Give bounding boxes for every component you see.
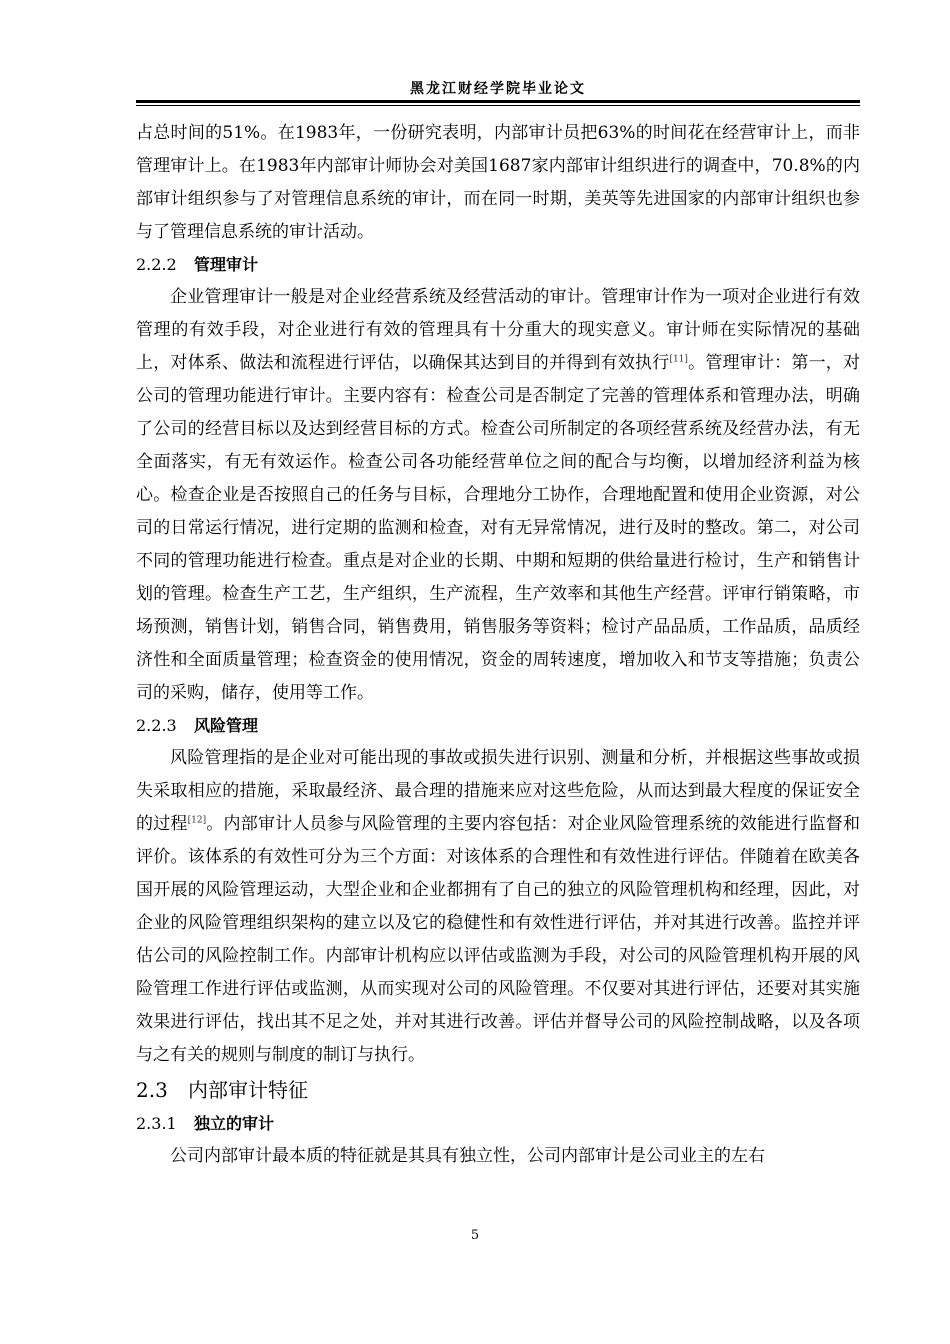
paragraph-text: 。内部审计人员参与风险管理的主要内容包括：对企业风险管理系统的效能进行监督和评价。该体系的有效性可分为三个方面：对该体系的合理性和有效性进行评估。伴随着在欧美各国开展的风险管理运动，大型企业和企业都拥有了自己的独立的风险管理机构和经理，因此，对企业的风险管理组织架构的建立以及它的稳健性和有效性进行评估，并对其进行改善。监控并评估公司的风险控制工作。内部审计机构应以评估或监测为手段，对公司的风险管理机构开展的风险管理工作进行评估或监测，从而实现对公司的风险管理。不仅要对其进行评估，还要对其实施效果进行评估，找出其不足之处，并对其进行改善。评估并督导公司的风险控制战略，以及各项与之有关的规则与制度的制订与执行。 — [136, 814, 861, 1065]
section-number: 2.2.2 — [136, 255, 177, 274]
paragraph-text: 风险管理指的是企业对可能出现的事故或损失进行识别、测量和分析，并根据这些事故或损失采取相应的措施，采取最经济、最合理的措施来应对这些危险，从而达到最大程度的保证安全的过程 — [136, 748, 860, 834]
citation-ref: [11] — [669, 354, 688, 365]
header-rule-thin — [136, 105, 860, 106]
heading-2-2-2 — [136, 249, 860, 281]
paragraph-risk-management — [136, 742, 860, 1072]
paragraph-text: 。管理审计：第一，对公司的管理功能进行审计。主要内容有：检查公司是否制定了完善的管理体系和管理办法，明确了公司的经营目标以及达到经营目标的方式。检查公司所制定的各项经营系统及经营办法，有无全面落实，有无有效运作。检查公司各功能经营单位之间的配合与均衡，以增加经济利益为核心。检查企业是否按照自己的任务与目标，合理地分工协作，合理地配置和使用企业资源，对公司的日常运行情况，进行定期的监测和检查，对有无异常情况，进行及时的整改。第二，对公司不同的管理功能进行检查。重点是对企业的长期、中期和短期的供给量进行检讨，生产和销售计划的管理。检查生产工艺，生产组织，生产流程，生产效率和其他生产经营。评审行销策略，市场预测，销售计划，销售合同，销售费用，销售服务等资料；检讨产品品质，工作品质，品质经济性和全面质量管理；检查资金的使用情况，资金的周转速度，增加收入和节支等措施；负责公司的采购，储存，使用等工作。 — [136, 353, 860, 703]
heading-2-2-3 — [136, 710, 860, 742]
body-content — [136, 117, 860, 1173]
section-number: 2.2.3 — [136, 716, 177, 735]
paragraph-continued: 占总时间的51%。在1983年，一份研究表明，内部审计员把63%的时间花在经营审计上，而非管理审计上。在1983年内部审计师协会对美国1687家内部审计组织进行的调查中，70.8%的内部审计组织参与了对管理信息系统的审计，而在同一时期，美英等先进国家的内部审计组织也参与了管理信息系统的审计活动。 — [136, 123, 860, 242]
page-number: 5 — [470, 1228, 480, 1243]
section-title: 内部审计特征 — [188, 1078, 308, 1102]
heading-2-3 — [136, 1072, 860, 1108]
paragraph-independent-audit: 公司内部审计最本质的特征就是其具有独立性，公司内部审计是公司业主的左右 — [170, 1146, 765, 1166]
paragraph-text: 企业管理审计一般是对企业经营系统及经营活动的审计。管理审计作为一项对企业进行有效管理的有效手段，对企业进行有效的管理具有十分重大的现实意义。审计师在实际情况的基础上，对体系、做法和流程进行评估，以确保其达到目的并得到有效执行 — [136, 287, 860, 373]
section-number: 2.3.1 — [136, 1114, 177, 1133]
running-header: 黑龙江财经学院毕业论文 — [410, 81, 586, 97]
section-title: 管理审计 — [194, 255, 259, 274]
citation-ref: [12] — [187, 815, 207, 826]
header-rule-thick — [136, 100, 860, 103]
paragraph-management-audit — [136, 281, 860, 710]
heading-2-3-1 — [136, 1108, 860, 1140]
section-title: 独立的审计 — [194, 1114, 275, 1133]
section-number: 2.3 — [136, 1078, 168, 1102]
section-title: 风险管理 — [194, 716, 259, 735]
